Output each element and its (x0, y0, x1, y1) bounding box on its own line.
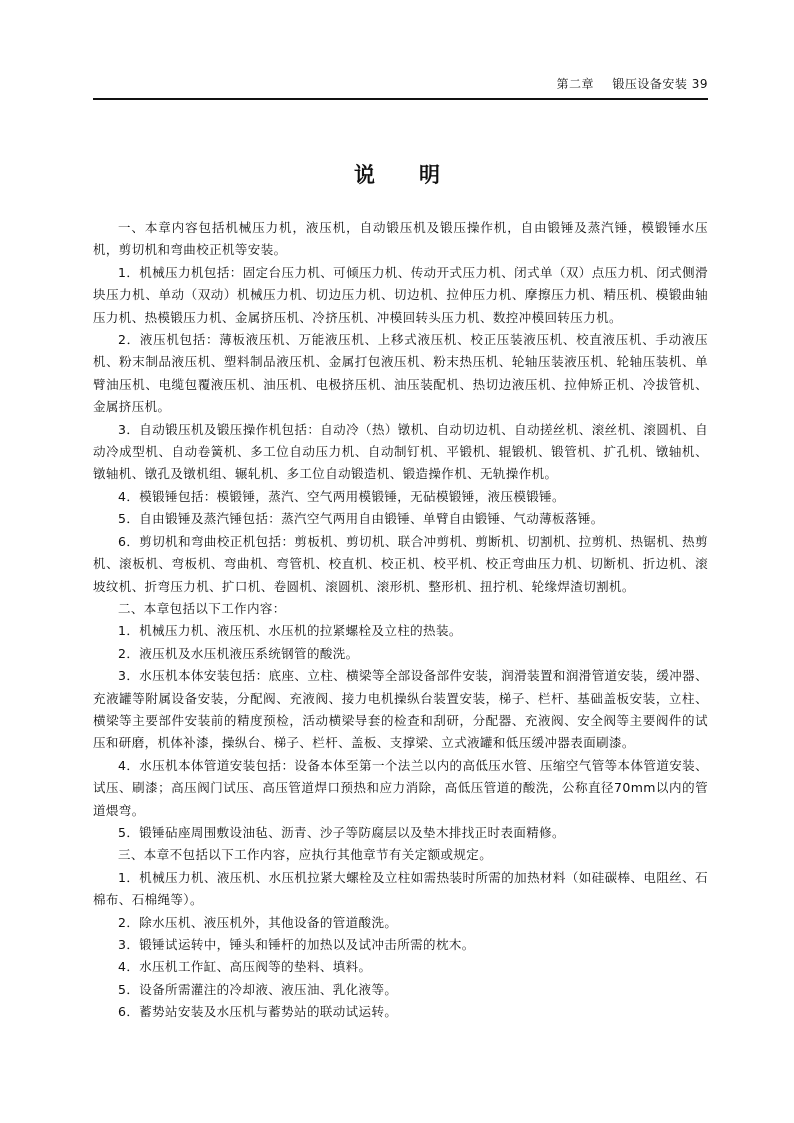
paragraph: 三、本章不包括以下工作内容，应执行其他章节有关定额或规定。 (118, 847, 493, 863)
paragraph: 6．剪切机和弯曲校正机包括：剪板机、剪切机、联合冲剪机、剪断机、切割机、拉剪机、热锯机、热剪机、滚板机、弯板机、弯曲机、弯管机、校直机、校正机、校平机、校正弯曲压力机、切断机、折边机、滚坡纹机、折弯压力机、扩口机、卷圆机、滚圆机、滚形机、整形机、扭拧机、轮缘焊渣切割机。 (93, 533, 708, 594)
paragraph: 1．机械压力机包括：固定台压力机、可倾压力机、传动开式压力机、闭式单（双）点压力机、闭式侧滑块压力机、单动（双动）机械压力机、切边压力机、切边机、拉伸压力机、摩擦压力机、精压机、模锻曲轴压力机、热模锻压力机、金属挤压机、冷挤压机、冲模回转头压力机、数控冲模回转压力机。 (93, 264, 708, 325)
document-body (93, 217, 708, 1024)
paragraph: 1．机械压力机、液压机、水压机拉紧大螺栓及立柱如需热装时所需的加热材料（如硅碳棒、电阻丝、石棉布、石棉绳等）。 (93, 869, 708, 908)
paragraph: 3．锻锤试运转中，锤头和锤杆的加热以及试冲击所需的枕木。 (118, 937, 475, 952)
section-title: 锻压设备安装 (612, 77, 688, 91)
paragraph: 2．液压机包括：薄板液压机、万能液压机、上移式液压机、校正压装液压机、校直液压机、手动液压机、粉末制品液压机、塑料制品液压机、金属打包液压机、粉末热压机、轮轴压装液压机、轮轴压装机、单臂油压机、电缆包覆液压机、油压机、电极挤压机、油压装配机、热切边液压机、拉伸矫正机、冷拔管机、金属挤压机。 (93, 332, 708, 415)
paragraph: 4．水压机本体管道安装包括：设备本体至第一个法兰以内的高低压水管、压缩空气管等本体管道安装、试压、刷漆；高压阀门试压、高压管道焊口预热和应力消除，高低压管道的酸洗，公称直径70mm以内的管道煨弯。 (93, 757, 708, 818)
paragraph: 3．水压机本体安装包括：底座、立柱、横梁等全部设备部件安装，润滑装置和润滑管道安装，缓冲器、充液罐等附属设备安装，分配阀、充液阀、接力电机操纵台装置安装，梯子、栏杆、基础盖板安装，立柱、横梁等主要部件安装前的精度预检，活动横梁导套的检查和刮研，分配器、充液阀、安全阀等主要阀件的试压和研磨，机体补漆，操纵台、梯子、栏杆、盖板、支撑梁、立式液罐和低压缓冲器表面刷漆。 (93, 668, 708, 751)
page-title: 说明 (354, 163, 484, 187)
paragraph: 5．自由锻锤及蒸汽锤包括：蒸汽空气两用自由锻锤、单臂自由锻锤、气动薄板落锤。 (118, 511, 604, 527)
paragraph: 2．液压机及水压机液压系统钢管的酸洗。 (118, 645, 359, 661)
page-number: 39 (691, 77, 708, 91)
chapter-label: 第二章 (556, 77, 595, 91)
header-rule (93, 98, 708, 100)
paragraph: 1．机械压力机、液压机、水压机的拉紧螺栓及立柱的热装。 (118, 623, 462, 639)
paragraph: 5．设备所需灌注的冷却液、液压油、乳化液等。 (118, 981, 398, 997)
paragraph: 4．水压机工作缸、高压阀等的垫料、填料。 (118, 959, 372, 975)
paragraph: 4．模锻锤包括：模锻锤，蒸汽、空气两用模锻锤，无砧模锻锤，液压模锻锤。 (118, 488, 565, 504)
paragraph: 6．蓄势站安装及水压机与蓄势站的联动试运转。 (118, 1004, 398, 1020)
paragraph: 3．自动锻压机及锻压操作机包括：自动冷（热）镦机、自动切边机、自动搓丝机、滚丝机、滚圆机、自动冷成型机、自动卷簧机、多工位自动压力机、自动制钉机、平锻机、辊锻机、锻管机、扩孔机、镦轴机、镦轴机、镦孔及镦机组、辗轧机、多工位自动锻造机、锻造操作机、无轨操作机。 (93, 421, 708, 482)
paragraph: 二、本章包括以下工作内容： (118, 600, 286, 616)
paragraph: 一、本章内容包括机械压力机，液压机，自动锻压机及锻压操作机，自由锻锤及蒸汽锤，模锻锤水压机，剪切机和弯曲校正机等安装。 (93, 220, 708, 258)
running-header (93, 76, 708, 92)
paragraph: 2．除水压机、液压机外，其他设备的管道酸洗。 (118, 914, 398, 930)
paragraph: 5．锻锤砧座周围敷设油毡、沥青、沙子等防腐层以及垫木排找正时表面精修。 (118, 824, 565, 840)
